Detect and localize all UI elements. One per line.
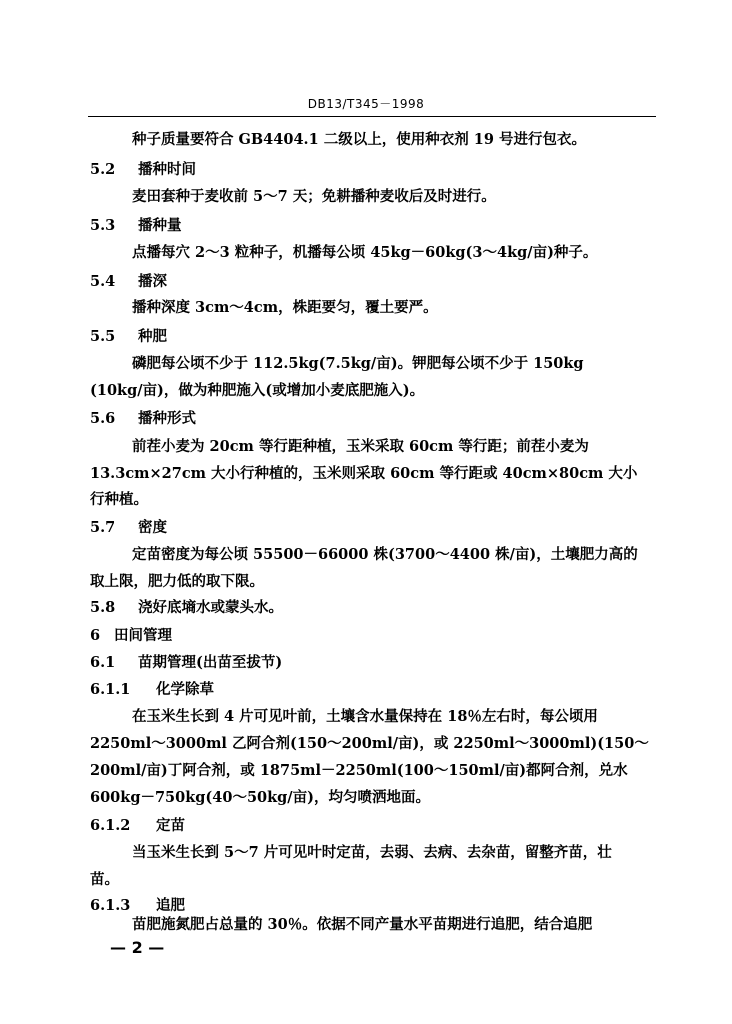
body-line: 取上限，肥力低的取下限。: [90, 573, 264, 590]
section-title: 田间管理: [114, 627, 172, 644]
section-number: 5.8: [90, 599, 116, 616]
section-number: 6.1.3: [90, 897, 131, 914]
section-title: 定苗: [156, 817, 185, 834]
body-line: 行种植。: [90, 491, 148, 508]
section-number: 6: [90, 627, 101, 644]
section-heading-6-1-1: [90, 680, 214, 700]
section-heading-6-1: [90, 653, 282, 673]
section-heading-5-6: [90, 409, 196, 429]
section-heading-6-1-3: [90, 896, 185, 916]
body-line: 点播每穴 2～3 粒种子，机播每公顷 45kg－60kg(3～4kg/亩)种子。: [132, 244, 598, 261]
section-heading-5-5: [90, 327, 167, 347]
body-line: 播种深度 3cm～4cm，株距要匀，覆土要严。: [132, 299, 438, 316]
body-line: 前茬小麦为 20cm 等行距种植，玉米采取 60cm 等行距；前茬小麦为: [132, 438, 589, 455]
section-number: 6.1.1: [90, 681, 131, 698]
header-rule: [88, 116, 656, 117]
section-title: 播种量: [138, 217, 182, 234]
section-number: 5.4: [90, 273, 116, 290]
body-line: 定苗密度为每公顷 55500－66000 株(3700～4400 株/亩)，土壤肥力高的: [132, 546, 638, 563]
body-line: 在玉米生长到 4 片可见叶前，土壤含水量保持在 18％左右时，每公顷用: [132, 708, 598, 725]
page-number: — 2 —: [110, 938, 165, 957]
section-title: 播深: [138, 273, 167, 290]
section-title: 种肥: [138, 328, 167, 345]
section-heading-5-2: [90, 160, 196, 180]
body-line: 13.3cm×27cm 大小行种植的，玉米则采取 60cm 等行距或 40cm×80cm 大小: [90, 465, 638, 482]
section-heading-5-3: [90, 216, 182, 236]
body-line: 2250ml～3000ml 乙阿合剂(150～200ml/亩)，或 2250ml～3000ml)(150～: [90, 735, 649, 752]
body-line: 苗肥施氮肥占总量的 30％。依据不同产量水平苗期进行追肥，结合追肥: [132, 916, 593, 933]
section-heading-6: [90, 626, 172, 646]
section-number: 6.1: [90, 654, 116, 671]
section-title: 播种形式: [138, 410, 196, 427]
body-line: 200ml/亩)丁阿合剂，或 1875ml－2250ml(100～150ml/亩)都阿合剂，兑水: [90, 762, 628, 779]
body-line: 苗。: [90, 871, 119, 888]
section-title: 化学除草: [156, 681, 214, 698]
body-line: 麦田套种于麦收前 5～7 天；免耕播种麦收后及时进行。: [132, 188, 496, 205]
body-line: 磷肥每公顷不少于 112.5kg(7.5kg/亩)。钾肥每公顷不少于 150kg: [132, 355, 584, 372]
section-heading-5-4: [90, 272, 167, 292]
section-number: 5.6: [90, 410, 116, 427]
body-line: (10kg/亩)，做为种肥施入(或增加小麦底肥施入)。: [90, 382, 425, 399]
section-title: 浇好底墒水或蒙头水。: [138, 599, 283, 616]
section-heading-5-8: [90, 598, 283, 618]
body-line: 种子质量要符合 GB4404.1 二级以上，使用种衣剂 19 号进行包衣。: [132, 131, 587, 148]
section-number: 5.5: [90, 328, 116, 345]
document-code-header: DB13/T345－1998: [307, 97, 425, 111]
section-title: 苗期管理(出苗至拔节): [138, 654, 283, 671]
section-number: 5.2: [90, 161, 116, 178]
section-number: 6.1.2: [90, 817, 131, 834]
section-number: 5.7: [90, 519, 116, 536]
section-heading-5-7: [90, 518, 167, 538]
section-title: 播种时间: [138, 161, 196, 178]
section-title: 追肥: [156, 897, 185, 914]
body-line: 600kg－750kg(40～50kg/亩)，均匀喷洒地面。: [90, 789, 430, 806]
body-line: 当玉米生长到 5～7 片可见叶时定苗，去弱、去病、去杂苗，留整齐苗，壮: [132, 844, 612, 861]
section-heading-6-1-2: [90, 816, 185, 836]
section-title: 密度: [138, 519, 167, 536]
section-number: 5.3: [90, 217, 116, 234]
